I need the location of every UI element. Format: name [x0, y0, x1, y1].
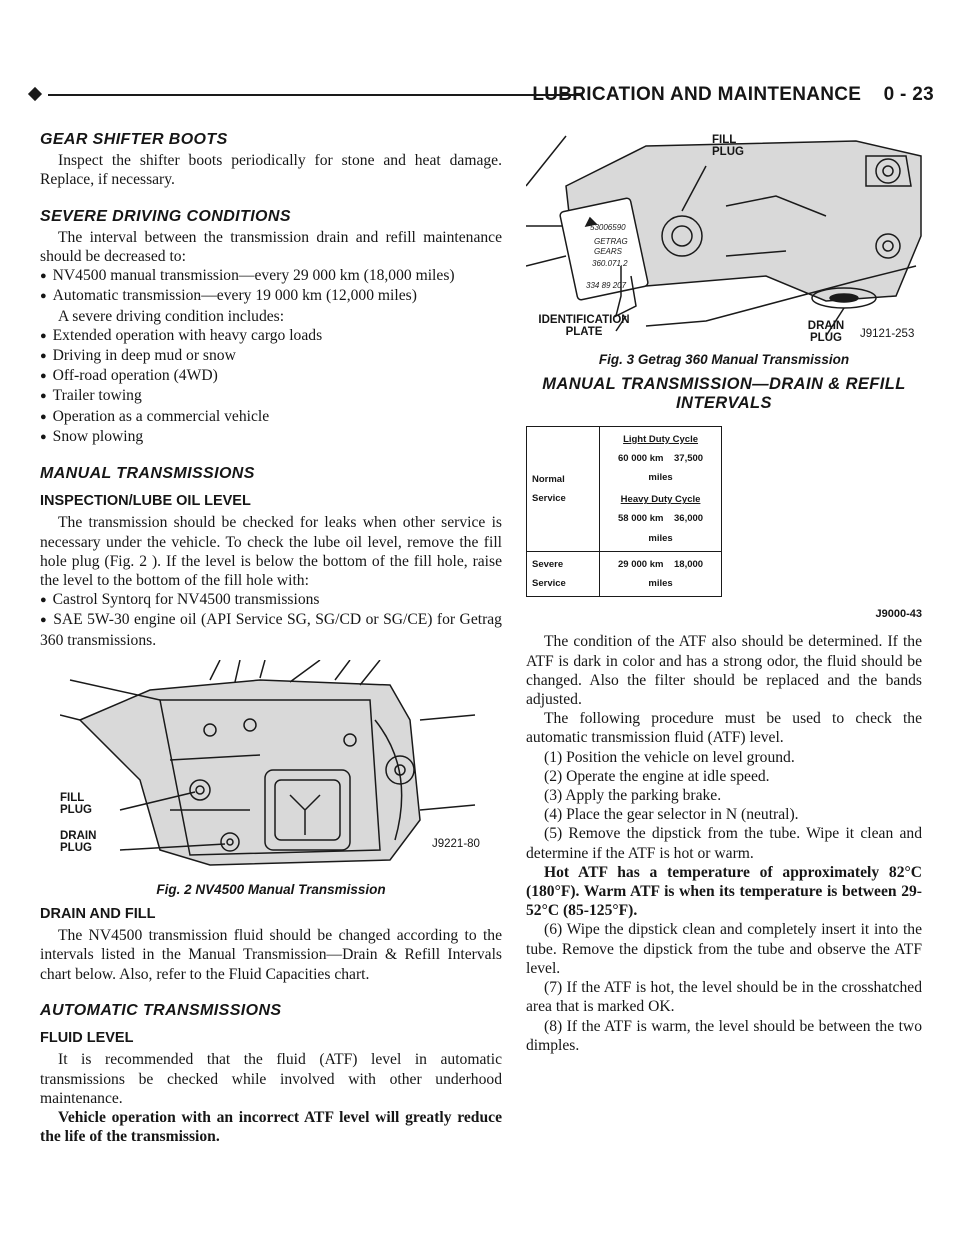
lube-bullet-castrol: ● Castrol Syntorq for NV4500 transmissions: [40, 590, 502, 610]
severe-miles: 18,000 miles: [648, 558, 704, 590]
fluid-level-body: It is recommended that the fluid (ATF) level in automatic transmissions be checked while involved with other underhood maintenance.: [40, 1051, 502, 1107]
fig3-drain-label: DRAIN PLUG: [807, 320, 845, 344]
intervals-ref: J9000-43: [875, 608, 922, 621]
condition-item: ● Trailer towing: [40, 386, 502, 406]
atf-step: (7) If the ATF is hot, the level should be in the crosshatched area that is marked OK.: [526, 979, 922, 1016]
intervals-heading: MANUAL TRANSMISSION—DRAIN & REFILL INTERVALS: [542, 375, 906, 413]
atf-step: (3) Apply the parking brake.: [544, 787, 722, 805]
severe-intro: The interval between the transmission drain and refill maintenance should be decreased to:: [40, 228, 502, 266]
lube-bullet-sae: ● SAE 5W-30 engine oil (API Service SG, SG/CD or SG/CE) for Getrag 360 transmissions.: [40, 610, 502, 649]
getrag360-transmission-drawing: [526, 126, 922, 344]
fig3-fill-label: FILL PLUG: [712, 134, 744, 158]
light-duty-km: 60 000 km: [618, 452, 664, 464]
severe-bullet-nv4500: ● NV4500 manual transmission—every 29 000 km (18,000 miles): [40, 266, 502, 286]
severe-km: 29 000 km: [618, 558, 664, 570]
automatic-heading: AUTOMATIC TRANSMISSIONS: [40, 1001, 282, 1019]
manual-heading: MANUAL TRANSMISSIONS: [40, 465, 255, 483]
right-column: [526, 126, 922, 1055]
light-duty-miles: 37,500 miles: [648, 452, 704, 484]
header-rule: [48, 94, 583, 96]
header-title-block: [532, 84, 934, 106]
fig3-caption: Fig. 3 Getrag 360 Manual Transmission: [598, 352, 850, 367]
gear-shifter-body: Inspect the shifter boots periodically for stone and heat damage. Replace, if necessary.: [40, 152, 502, 189]
atf-step: (2) Operate the engine at idle speed.: [544, 767, 770, 785]
condition-item: ● Driving in deep mud or snow: [40, 346, 502, 366]
table-row: [527, 551, 722, 596]
fig3-id-plate-label: IDENTIFICATION PLATE: [538, 314, 630, 338]
drain-fill-subheading: DRAIN AND FILL: [40, 906, 156, 923]
svg-text:GETRAG: GETRAG: [594, 237, 628, 246]
condition-item: ● Off-road operation (4WD): [40, 366, 502, 386]
fig3-illustration: [526, 126, 922, 344]
left-column: [40, 130, 502, 1146]
normal-service-cell: [600, 426, 722, 551]
inspection-body: The transmission should be checked for leaks when other service is necessary under the vehicle. To check the lube oil level, remove the fill hole plug (Fig. 2 ). If the level is below the bottom of the fill hole, raise the level to the bottom of the fill hole with:: [40, 514, 502, 590]
fig2-ref: J9221-80: [432, 837, 480, 850]
fig2-illustration: [60, 660, 480, 872]
drain-fill-body: The NV4500 transmission fluid should be changed according to the intervals listed in the Manual Transmission—Drain & Refill Intervals chart below. Also, refer to the Fluid Capacities chart.: [40, 927, 502, 983]
atf-step: (1) Position the vehicle on level ground.: [544, 748, 795, 766]
fluid-level-subheading: FLUID LEVEL: [40, 1030, 134, 1047]
nv4500-transmission-drawing: [60, 660, 480, 872]
page-number: 0 - 23: [883, 84, 934, 105]
svg-text:360.071.2: 360.071.2: [592, 259, 628, 268]
atf-temperature-note: Hot ATF has a temperature of approximately 82°C (180°F). Warm ATF is when its temperature is between 29-52°C (85-125°F).: [526, 863, 922, 920]
severe-includes: A severe driving condition includes:: [58, 307, 285, 325]
fig2-drain-label: DRAIN PLUG: [60, 829, 97, 854]
svg-text:334 89 207: 334 89 207: [586, 281, 627, 290]
severe-bullet-automatic: ● Automatic transmission—every 19 000 km (12,000 miles): [40, 286, 502, 306]
atf-step: (4) Place the gear selector in N (neutral).: [544, 806, 799, 824]
svg-text:53006590: 53006590: [590, 223, 626, 232]
atf-warning: Vehicle operation with an incorrect ATF level will greatly reduce the life of the transmission.: [40, 1108, 502, 1146]
normal-service-label: Normal Service: [527, 426, 600, 551]
severe-service-cell: [600, 551, 722, 596]
diamond-icon: [28, 87, 42, 101]
atf-step: (8) If the ATF is warm, the level should be between the two dimples.: [526, 1017, 922, 1054]
table-row: [527, 426, 722, 551]
header-title: LUBRICATION AND MAINTENANCE: [532, 84, 862, 105]
condition-item: ● Operation as a commercial vehicle: [40, 407, 502, 427]
atf-condition-paragraph: The condition of the ATF also should be determined. If the ATF is dark in color and has a strong odor, the fluid should be changed. Also the filter should be replaced and the bands adjusted.: [526, 633, 922, 709]
light-duty-label: Light Duty Cycle: [623, 433, 699, 445]
heavy-duty-label: Heavy Duty Cycle: [620, 494, 701, 506]
condition-item: ● Snow plowing: [40, 427, 502, 447]
fig3-ref: J9121-253: [860, 328, 915, 340]
atf-procedure-intro: The following procedure must be used to check the automatic transmission fluid (ATF) level.: [526, 710, 922, 747]
intervals-table: [526, 426, 722, 598]
severe-service-label: Severe Service: [527, 551, 600, 596]
fig2-caption: Fig. 2 NV4500 Manual Transmission: [156, 881, 386, 897]
inspection-subheading: INSPECTION/LUBE OIL LEVEL: [40, 493, 251, 510]
gear-shifter-heading: GEAR SHIFTER BOOTS: [40, 131, 228, 148]
atf-step: (5) Remove the dipstick from the tube. Wipe it clean and determine if the ATF is hot or warm.: [526, 825, 922, 862]
svg-text:GEARS: GEARS: [594, 247, 623, 256]
heavy-duty-km: 58 000 km: [618, 513, 664, 525]
heavy-duty-miles: 36,000 miles: [648, 513, 704, 544]
fig2-fill-label: FILL PLUG: [60, 791, 92, 816]
atf-step: (6) Wipe the dipstick clean and completely insert it into the tube. Remove the dipstick from the tube and observe the ATF level.: [526, 921, 922, 977]
condition-item: ● Extended operation with heavy cargo loads: [40, 326, 502, 346]
page-header: [30, 84, 934, 108]
severe-heading: SEVERE DRIVING CONDITIONS: [40, 207, 291, 225]
